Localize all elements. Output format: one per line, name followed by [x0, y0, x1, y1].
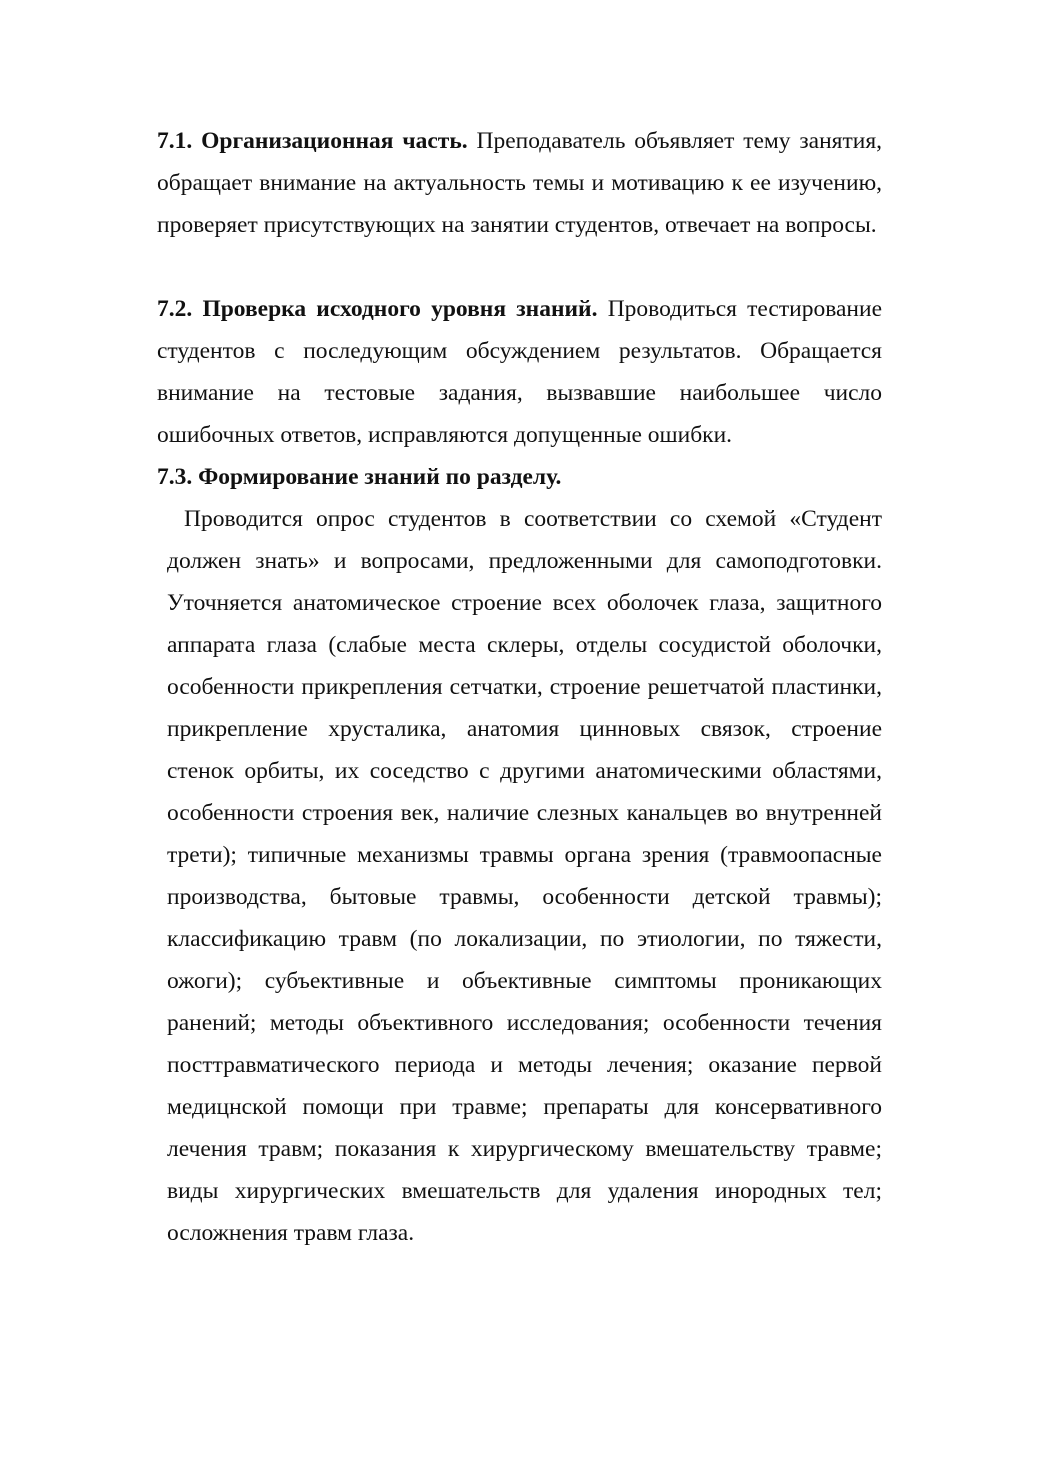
section-7-3-heading: 7.3. Формирование знаний по разделу. — [157, 464, 562, 490]
section-7-1 — [157, 120, 882, 246]
section-7-3-heading-block — [157, 456, 882, 498]
section-7-3-body — [167, 498, 882, 1254]
section-7-1-text: Преподаватель объявляет тему занятия, обращает внимание на актуальность темы и мотивацию к ее изучению, проверяет присутствующих на занятии студентов, отвечает на вопросы. — [157, 128, 883, 238]
section-7-2-heading: 7.2. Проверка исходного уровня знаний. — [157, 296, 598, 322]
section-7-2 — [157, 288, 882, 456]
section-7-2-text: Проводиться тестирование студентов с последующим обсуждением результатов. Обращается внимание на тестовые задания, вызвавшие наибольшее число ошибочных ответов, исправляются допущенные ошибки. — [157, 296, 883, 448]
section-7-1-heading: 7.1. Организационная часть. — [157, 128, 468, 154]
section-7-1-paragraph — [157, 120, 882, 246]
section-7-2-paragraph — [157, 288, 882, 456]
section-7-3-text: Проводится опрос студентов в соответствии со схемой «Студент должен знать» и вопросами, предложенными для самоподготовки. Уточняется анатомическое строение всех оболочек глаза, защитного аппарата глаза (слабые места склеры, отделы сосудистой оболочки, особенности прикрепления сетчатки, строение решетчатой пластинки, прикрепление хрусталика, анатомия цинновых связок, строение стенок орбиты, их соседство с другими анатомическими областями, особенности строения век, наличие слезных канальцев во внутренней трети); типичные механизмы травмы органа зрения (травмоопасные производства, бытовые травмы, особенности детской травмы); классификацию травм (по локализации, по этиологии, по тяжести, ожоги); субъективные и объективные симптомы проникающих ранений; методы объективного исследования; особенности течения посттравматического периода и методы лечения; оказание первой медицнской помощи при травме; препараты для консервативного лечения травм; показания к хирургическому вмешательству травме; виды хирургических вмешательств для удаления инородных тел; осложнения травм глаза. — [167, 506, 882, 1246]
